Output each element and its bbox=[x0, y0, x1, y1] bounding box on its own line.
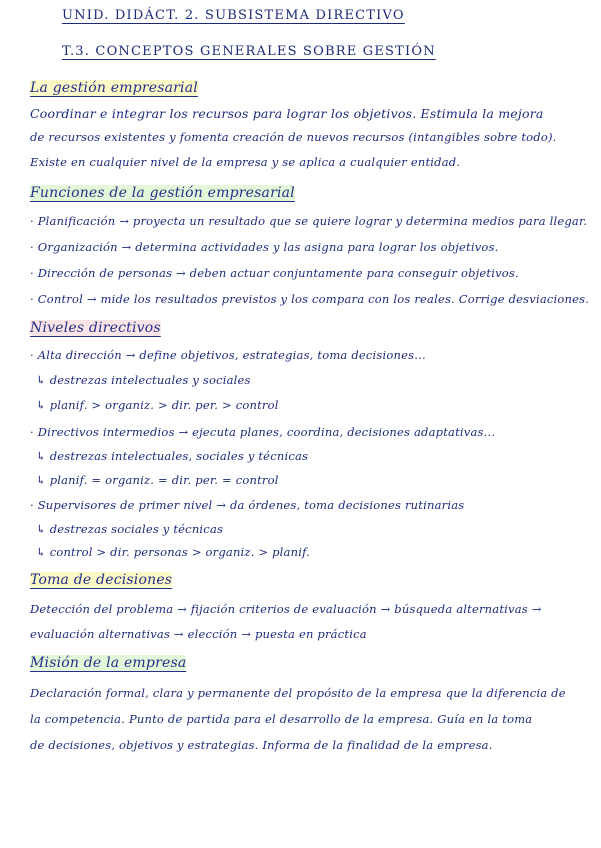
decisiones-line: Detección del problema → fijación criterios de evaluación → búsqueda alternativas → bbox=[30, 602, 542, 616]
funciones-item: · Control → mide los resultados previstos y los compara con los reales. Corrige desviaciones. bbox=[30, 292, 590, 306]
niveles-line: · Alta dirección → define objetivos, estrategias, toma decisiones... bbox=[30, 348, 426, 362]
niveles-line: ↳ planif. > organiz. > dir. per. > control bbox=[36, 398, 279, 412]
gestion-line: de recursos existentes y fomenta creación de nuevos recursos (intangibles sobre todo). bbox=[30, 130, 557, 144]
niveles-line: ↳ destrezas intelectuales y sociales bbox=[36, 373, 251, 387]
funciones-item: · Dirección de personas → deben actuar conjuntamente para conseguir objetivos. bbox=[30, 266, 519, 280]
gestion-line: Existe en cualquier nivel de la empresa y se aplica a cualquier entidad. bbox=[30, 155, 461, 169]
niveles-line: ↳ planif. = organiz. = dir. per. = control bbox=[36, 473, 279, 487]
niveles-line: · Supervisores de primer nivel → da órdenes, toma decisiones rutinarias bbox=[30, 498, 465, 512]
section-heading-mision: Misión de la empresa bbox=[30, 655, 187, 671]
niveles-line: ↳ destrezas intelectuales, sociales y técnicas bbox=[36, 449, 309, 463]
mision-line: la competencia. Punto de partida para el desarrollo de la empresa. Guía en la toma bbox=[30, 712, 533, 726]
niveles-line: ↳ control > dir. personas > organiz. > planif. bbox=[36, 545, 310, 559]
topic-title: T.3. CONCEPTOS GENERALES SOBRE GESTIÓN bbox=[62, 44, 436, 59]
niveles-line: · Directivos intermedios → ejecuta planes, coordina, decisiones adaptativas... bbox=[30, 425, 496, 439]
mision-line: de decisiones, objetivos y estrategias. Informa de la finalidad de la empresa. bbox=[30, 738, 493, 752]
gestion-line: Coordinar e integrar los recursos para lograr los objetivos. Estimula la mejora bbox=[30, 106, 544, 121]
funciones-item: · Planificación → proyecta un resultado que se quiere lograr y determina medios para llegar. bbox=[30, 214, 588, 228]
section-heading-funciones: Funciones de la gestión empresarial bbox=[30, 185, 295, 201]
funciones-item: · Organización → determina actividades y las asigna para lograr los objetivos. bbox=[30, 240, 499, 254]
niveles-line: ↳ destrezas sociales y técnicas bbox=[36, 522, 224, 536]
decisiones-line: evaluación alternativas → elección → puesta en práctica bbox=[30, 627, 367, 641]
mision-line: Declaración formal, clara y permanente del propósito de la empresa que la diferencia de bbox=[30, 686, 566, 700]
unit-title: UNID. DIDÁCT. 2. SUBSISTEMA DIRECTIVO bbox=[62, 8, 405, 23]
section-heading-gestion: La gestión empresarial bbox=[30, 80, 198, 96]
section-heading-niveles: Niveles directivos bbox=[30, 320, 161, 336]
section-heading-decisiones: Toma de decisiones bbox=[30, 572, 173, 588]
